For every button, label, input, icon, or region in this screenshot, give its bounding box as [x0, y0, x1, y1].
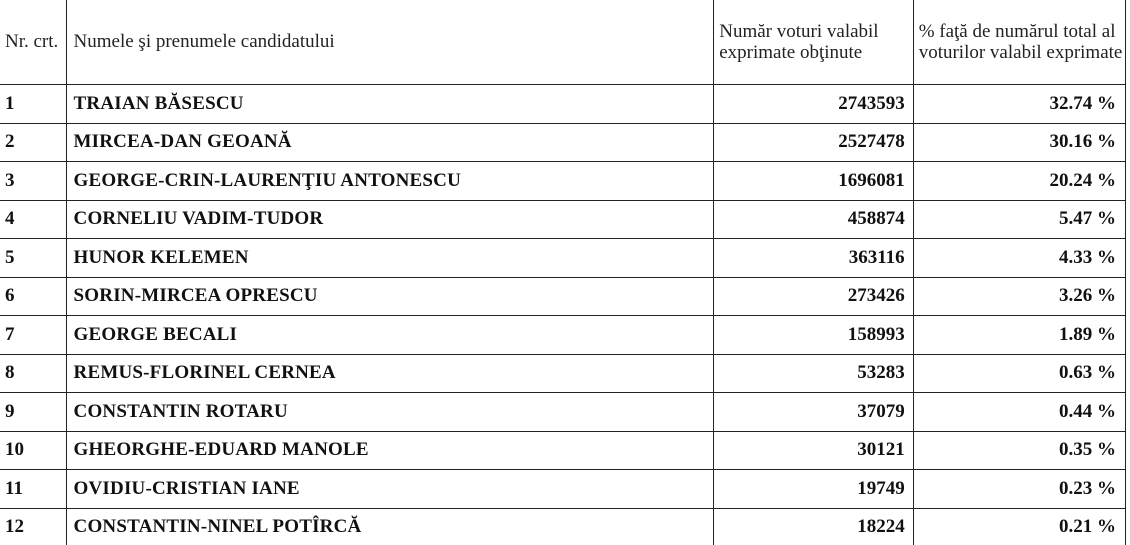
row-number: 12 [0, 508, 66, 545]
valid-votes-count: 363116 [714, 239, 913, 278]
table-row [0, 508, 1126, 545]
table-row [0, 85, 1126, 124]
header-percentage: % faţă de numărul total al voturilor valabil exprimate [913, 0, 1125, 85]
votes-percentage: 3.26 % [913, 277, 1125, 316]
valid-votes-count: 2527478 [714, 123, 913, 162]
row-number: 9 [0, 393, 66, 432]
candidate-name: CORNELIU VADIM-TUDOR [66, 200, 714, 239]
table-row [0, 470, 1126, 509]
row-number: 10 [0, 431, 66, 470]
header-valid-votes: Număr voturi valabil exprimate obţinute [714, 0, 913, 85]
table-row [0, 354, 1126, 393]
valid-votes-count: 53283 [714, 354, 913, 393]
candidate-name: SORIN-MIRCEA OPRESCU [66, 277, 714, 316]
candidate-name: HUNOR KELEMEN [66, 239, 714, 278]
row-number: 5 [0, 239, 66, 278]
valid-votes-count: 18224 [714, 508, 913, 545]
table-header-row [0, 0, 1126, 85]
table-row [0, 123, 1126, 162]
table-row [0, 393, 1126, 432]
row-number: 2 [0, 123, 66, 162]
valid-votes-count: 2743593 [714, 85, 913, 124]
header-candidate-name: Numele şi prenumele candidatului [66, 0, 714, 85]
candidate-name: OVIDIU-CRISTIAN IANE [66, 470, 714, 509]
scan-border-gap [262, 0, 474, 2]
candidate-name: CONSTANTIN-NINEL POTÎRCĂ [66, 508, 714, 545]
table-row [0, 277, 1126, 316]
table-row [0, 316, 1126, 355]
row-number: 3 [0, 162, 66, 201]
votes-percentage: 5.47 % [913, 200, 1125, 239]
candidate-name: CONSTANTIN ROTARU [66, 393, 714, 432]
row-number: 7 [0, 316, 66, 355]
votes-percentage: 32.74 % [913, 85, 1125, 124]
valid-votes-count: 37079 [714, 393, 913, 432]
header-nr-crt: Nr. crt. [0, 0, 66, 85]
candidate-name: REMUS-FLORINEL CERNEA [66, 354, 714, 393]
votes-percentage: 4.33 % [913, 239, 1125, 278]
candidate-name: TRAIAN BĂSESCU [66, 85, 714, 124]
votes-percentage: 20.24 % [913, 162, 1125, 201]
valid-votes-count: 158993 [714, 316, 913, 355]
row-number: 1 [0, 85, 66, 124]
valid-votes-count: 19749 [714, 470, 913, 509]
valid-votes-count: 458874 [714, 200, 913, 239]
row-number: 11 [0, 470, 66, 509]
valid-votes-count: 1696081 [714, 162, 913, 201]
row-number: 6 [0, 277, 66, 316]
row-number: 8 [0, 354, 66, 393]
votes-percentage: 0.35 % [913, 431, 1125, 470]
table-body [0, 85, 1126, 545]
votes-percentage: 0.44 % [913, 393, 1125, 432]
table-row [0, 239, 1126, 278]
valid-votes-count: 273426 [714, 277, 913, 316]
valid-votes-count: 30121 [714, 431, 913, 470]
candidate-name: GEORGE BECALI [66, 316, 714, 355]
row-number: 4 [0, 200, 66, 239]
candidate-name: GHEORGHE-EDUARD MANOLE [66, 431, 714, 470]
votes-percentage: 0.21 % [913, 508, 1125, 545]
table-row [0, 200, 1126, 239]
candidate-name: GEORGE-CRIN-LAURENŢIU ANTONESCU [66, 162, 714, 201]
table-row [0, 162, 1126, 201]
table-row [0, 431, 1126, 470]
votes-percentage: 1.89 % [913, 316, 1125, 355]
candidate-name: MIRCEA-DAN GEOANĂ [66, 123, 714, 162]
votes-percentage: 30.16 % [913, 123, 1125, 162]
votes-percentage: 0.63 % [913, 354, 1125, 393]
votes-percentage: 0.23 % [913, 470, 1125, 509]
